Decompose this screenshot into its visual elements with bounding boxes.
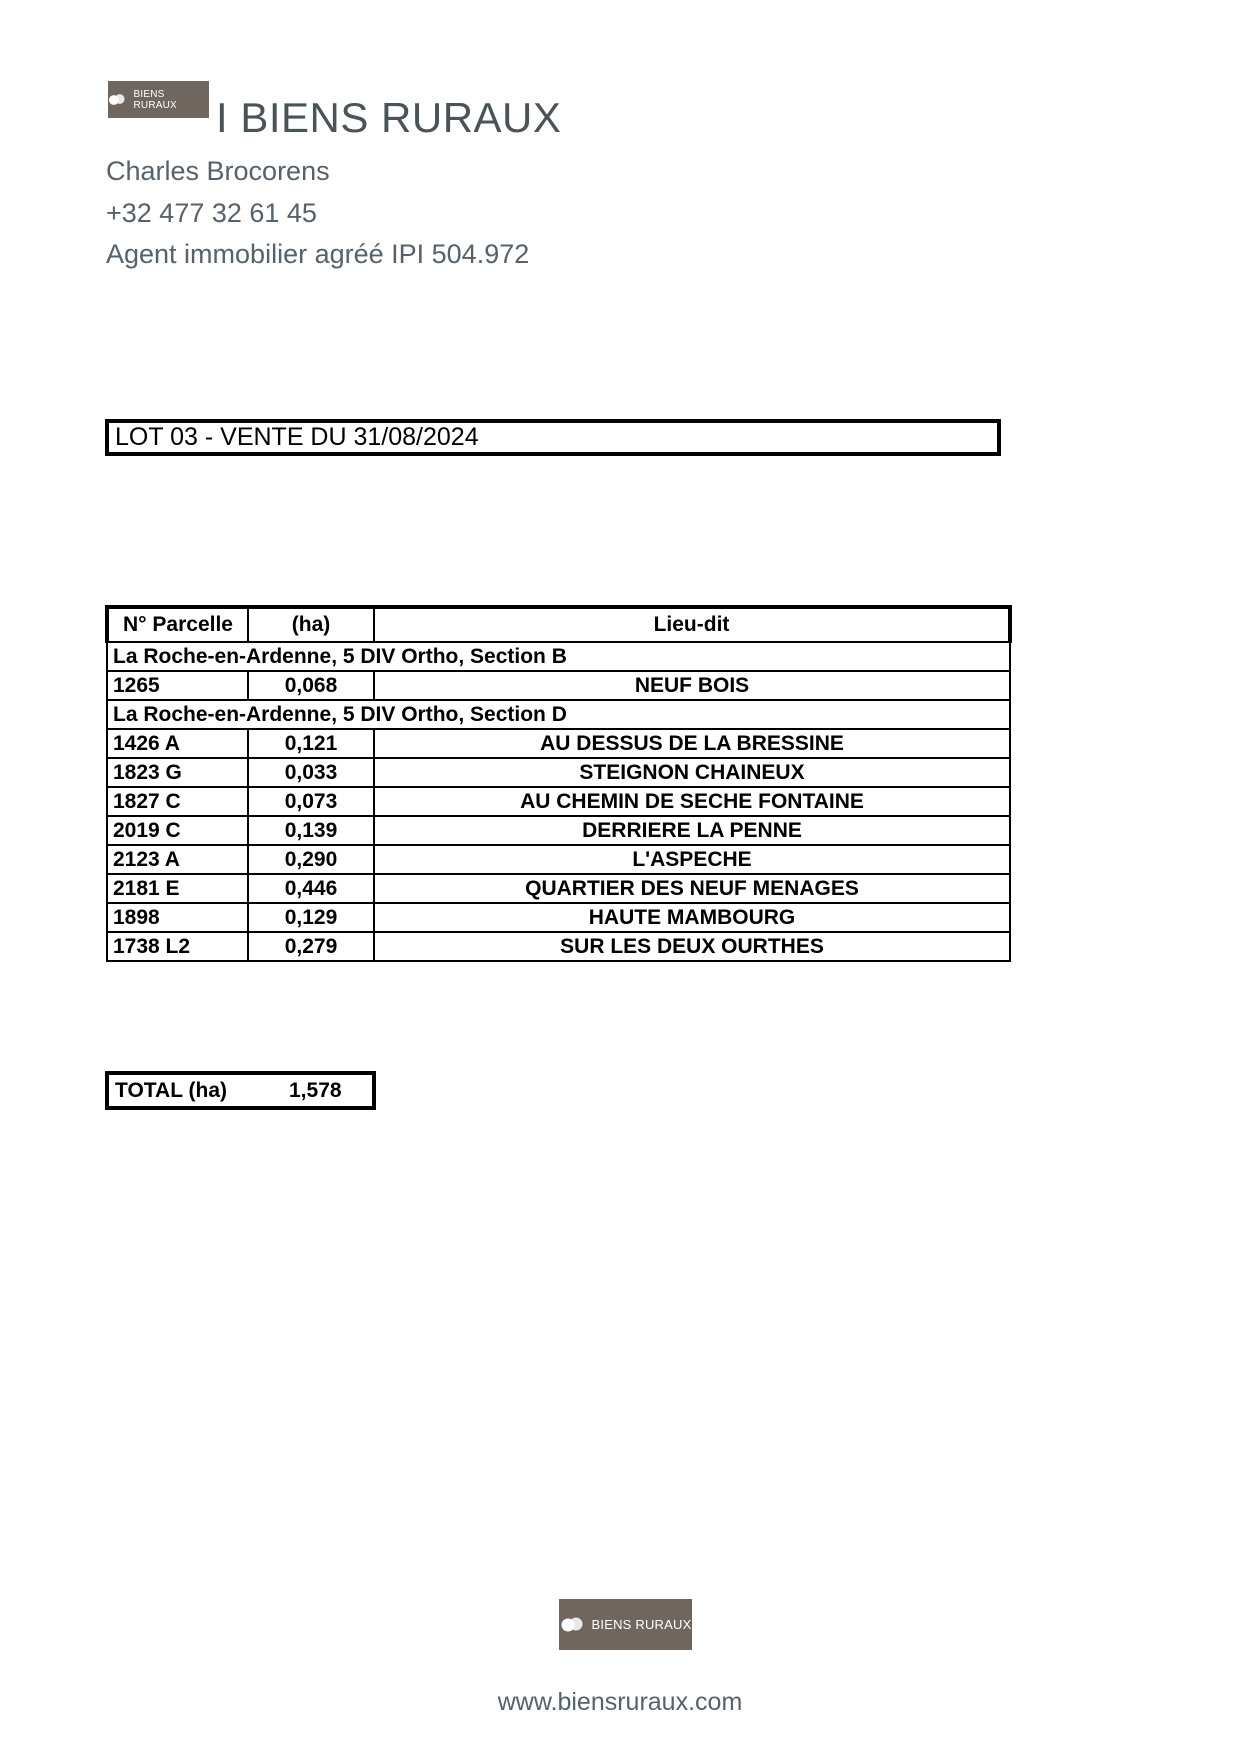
parcel-lieu-dit: L'ASPECHE — [374, 845, 1010, 874]
parcel-table — [105, 605, 1012, 962]
section-row — [107, 642, 1010, 671]
table-row — [107, 903, 1010, 932]
table-header-row — [107, 607, 1010, 642]
header-area: (ha) — [248, 607, 374, 642]
parcel-area: 0,139 — [248, 816, 374, 845]
table-row — [107, 787, 1010, 816]
parcel-lieu-dit: NEUF BOIS — [374, 671, 1010, 700]
parcel-area: 0,033 — [248, 758, 374, 787]
leaf-icon — [108, 93, 128, 107]
parcel-area: 0,129 — [248, 903, 374, 932]
lot-title: LOT 03 - VENTE DU 31/08/2024 — [105, 419, 1001, 456]
agent-name: Charles Brocorens — [106, 156, 330, 186]
brand-title: I BIENS RURAUX — [216, 94, 562, 141]
agent-license: Agent immobilier agréé IPI 504.972 — [106, 239, 530, 269]
brand-logo — [108, 81, 209, 118]
parcel-area: 0,073 — [248, 787, 374, 816]
website-link[interactable]: www.biensruraux.com — [497, 1688, 743, 1716]
total-value: 1,578 — [289, 1078, 342, 1102]
table-row — [107, 932, 1010, 961]
parcel-number: 2123 A — [107, 845, 248, 874]
parcel-number: 1426 A — [107, 729, 248, 758]
parcel-lieu-dit: HAUTE MAMBOURG — [374, 903, 1010, 932]
table-row — [107, 729, 1010, 758]
footer-logo — [559, 1599, 692, 1650]
section-row — [107, 700, 1010, 729]
parcel-lieu-dit: AU DESSUS DE LA BRESSINE — [374, 729, 1010, 758]
section-label: La Roche-en-Ardenne, 5 DIV Ortho, Section B — [107, 642, 1010, 671]
parcel-lieu-dit: DERRIERE LA PENNE — [374, 816, 1010, 845]
agent-phone: +32 477 32 61 45 — [106, 198, 317, 228]
table-row — [107, 845, 1010, 874]
header-lieu-dit: Lieu-dit — [374, 607, 1010, 642]
section-label: La Roche-en-Ardenne, 5 DIV Ortho, Section D — [107, 700, 1010, 729]
parcel-number: 2019 C — [107, 816, 248, 845]
parcel-number: 1823 G — [107, 758, 248, 787]
parcel-area: 0,446 — [248, 874, 374, 903]
parcel-number: 1898 — [107, 903, 248, 932]
table-row — [107, 874, 1010, 903]
parcel-area: 0,290 — [248, 845, 374, 874]
logo-text: BIENS RURAUX — [133, 88, 177, 111]
parcel-lieu-dit: SUR LES DEUX OURTHES — [374, 932, 1010, 961]
table-row — [107, 671, 1010, 700]
parcel-area: 0,068 — [248, 671, 374, 700]
leaf-icon — [560, 1616, 586, 1634]
parcel-number: 1738 L2 — [107, 932, 248, 961]
total-box — [105, 1071, 376, 1110]
parcel-number: 1827 C — [107, 787, 248, 816]
total-label: TOTAL (ha) — [115, 1078, 227, 1102]
table-row — [107, 816, 1010, 845]
header-parcel: N° Parcelle — [107, 607, 248, 642]
parcel-lieu-dit: STEIGNON CHAINEUX — [374, 758, 1010, 787]
parcel-area: 0,121 — [248, 729, 374, 758]
parcel-number: 2181 E — [107, 874, 248, 903]
parcel-lieu-dit: AU CHEMIN DE SECHE FONTAINE — [374, 787, 1010, 816]
parcel-number: 1265 — [107, 671, 248, 700]
table-row — [107, 758, 1010, 787]
parcel-lieu-dit: QUARTIER DES NEUF MENAGES — [374, 874, 1010, 903]
logo-text: BIENS RURAUX — [591, 1617, 692, 1632]
parcel-area: 0,279 — [248, 932, 374, 961]
